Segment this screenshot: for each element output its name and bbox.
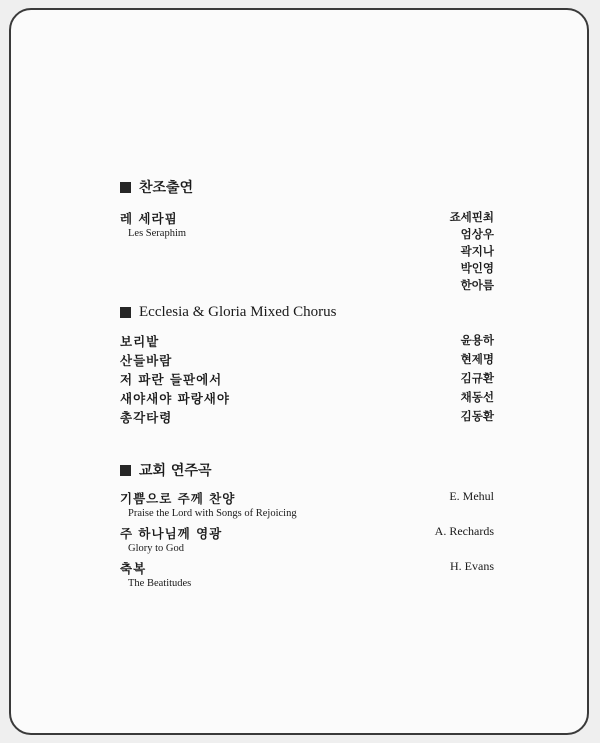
performer-name: 박인영	[460, 261, 494, 275]
item-title: 주 하나님께 영광	[120, 526, 223, 541]
item-composer: A. Rechards	[434, 524, 494, 538]
program-item	[120, 209, 494, 294]
item-composer: 윤용하	[460, 333, 494, 347]
item-subtitle: The Beatitudes	[128, 578, 192, 589]
section-mixed-chorus	[120, 302, 494, 427]
item-composer: 김규환	[460, 371, 494, 385]
item-list	[120, 489, 494, 594]
section-heading	[120, 460, 494, 480]
item-text	[120, 209, 186, 239]
section-heading	[120, 177, 494, 197]
section-title: 교회 연주곡	[139, 463, 212, 479]
square-bullet-icon	[120, 182, 131, 193]
program-item	[120, 332, 494, 351]
item-composer: 김동환	[460, 409, 494, 423]
item-title: 보리밭	[120, 334, 160, 349]
item-list	[120, 332, 494, 427]
performer-list	[450, 209, 494, 294]
program-item	[120, 389, 494, 408]
program-item	[120, 489, 494, 524]
item-title: 새야새야 파랑새야	[120, 391, 230, 406]
section-heading	[120, 302, 494, 322]
section-title: 찬조출연	[139, 180, 194, 196]
item-composer: 채동선	[460, 390, 494, 404]
performer-name: 곽지나	[460, 244, 494, 258]
item-title: 저 파란 들판에서	[120, 372, 223, 387]
performer-name: 한아름	[460, 278, 494, 292]
program-item	[120, 408, 494, 427]
program-item	[120, 351, 494, 370]
program-page	[9, 8, 589, 735]
item-title: 총각타령	[120, 410, 173, 425]
item-subtitle: Praise the Lord with Songs of Rejoicing	[128, 508, 297, 519]
item-text	[120, 489, 297, 519]
section-church-performance	[120, 460, 494, 594]
item-composer: 현제명	[460, 352, 494, 366]
square-bullet-icon	[120, 465, 131, 476]
program-item	[120, 524, 494, 559]
performer-name: 엄상우	[460, 227, 494, 241]
item-title: 기쁨으로 주께 찬양	[120, 491, 236, 506]
item-subtitle: Glory to God	[128, 543, 184, 554]
item-text	[120, 559, 191, 589]
item-subtitle: Les Seraphim	[128, 228, 187, 239]
item-title: 산들바람	[120, 353, 173, 368]
item-composer: E. Mehul	[449, 489, 494, 503]
program-item	[120, 559, 494, 594]
section-guest-performance	[120, 177, 494, 294]
performer-name: 죠세핀최	[449, 210, 494, 224]
square-bullet-icon	[120, 307, 131, 318]
section-title: Ecclesia & Gloria Mixed Chorus	[139, 303, 337, 320]
program-item	[120, 370, 494, 389]
item-composer: H. Evans	[450, 559, 494, 573]
item-title: 축복	[120, 561, 147, 576]
item-title: 레 세라핌	[120, 211, 178, 226]
item-text	[120, 524, 222, 554]
